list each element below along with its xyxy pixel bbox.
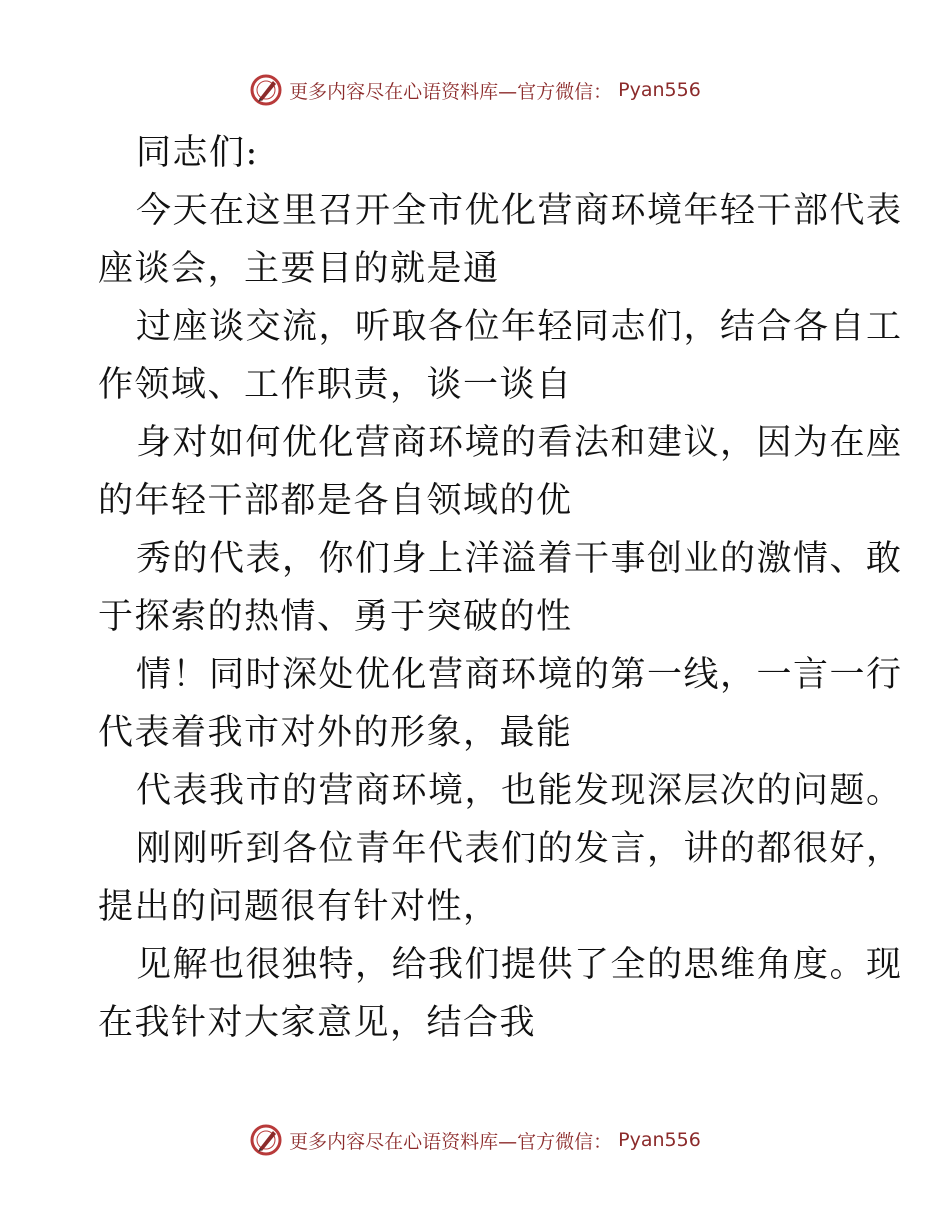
- header-banner-text: 更多内容尽在心语资料库—官方微信：: [289, 80, 613, 103]
- document-body: [98, 124, 903, 1052]
- footer-banner: [0, 1120, 950, 1160]
- text-line: 提出的问题很有针对性，: [98, 887, 500, 927]
- text-line: 座谈会，主要目的就是通: [98, 249, 500, 289]
- text-line: 身对如何优化营商环境的看法和建议，因为在座: [136, 423, 903, 463]
- text-line: 代表着我市对外的形象，最能: [98, 713, 573, 753]
- quill-pen-logo-icon: [249, 1123, 283, 1157]
- text-line: 作领域、工作职责，谈一谈自: [98, 365, 573, 405]
- header-wechat-id: Pyan556: [618, 79, 701, 101]
- text-line: 同志们:: [136, 133, 259, 173]
- text-line: 今天在这里召开全市优化营商环境年轻干部代表: [136, 191, 903, 231]
- text-line: 刚刚听到各位青年代表们的发言，讲的都很好，: [136, 829, 903, 869]
- text-line: 情！同时深处优化营商环境的第一线，一言一行: [136, 655, 903, 695]
- text-line: 过座谈交流，听取各位年轻同志们，结合各自工: [136, 307, 903, 347]
- footer-wechat-id: Pyan556: [618, 1129, 701, 1151]
- header-banner: [0, 70, 950, 110]
- text-line: 代表我市的营商环境，也能发现深层次的问题。: [136, 771, 903, 811]
- footer-banner-text: 更多内容尽在心语资料库—官方微信：: [289, 1130, 613, 1153]
- text-line: 于探索的热情、勇于突破的性: [98, 597, 573, 637]
- quill-pen-logo-icon: [249, 73, 283, 107]
- text-line: 在我针对大家意见，结合我: [98, 1003, 537, 1043]
- text-line: 见解也很独特，给我们提供了全的思维角度。现: [136, 945, 903, 985]
- text-line: 的年轻干部都是各自领域的优: [98, 481, 573, 521]
- text-line: 秀的代表，你们身上洋溢着干事创业的激情、敢: [136, 539, 903, 579]
